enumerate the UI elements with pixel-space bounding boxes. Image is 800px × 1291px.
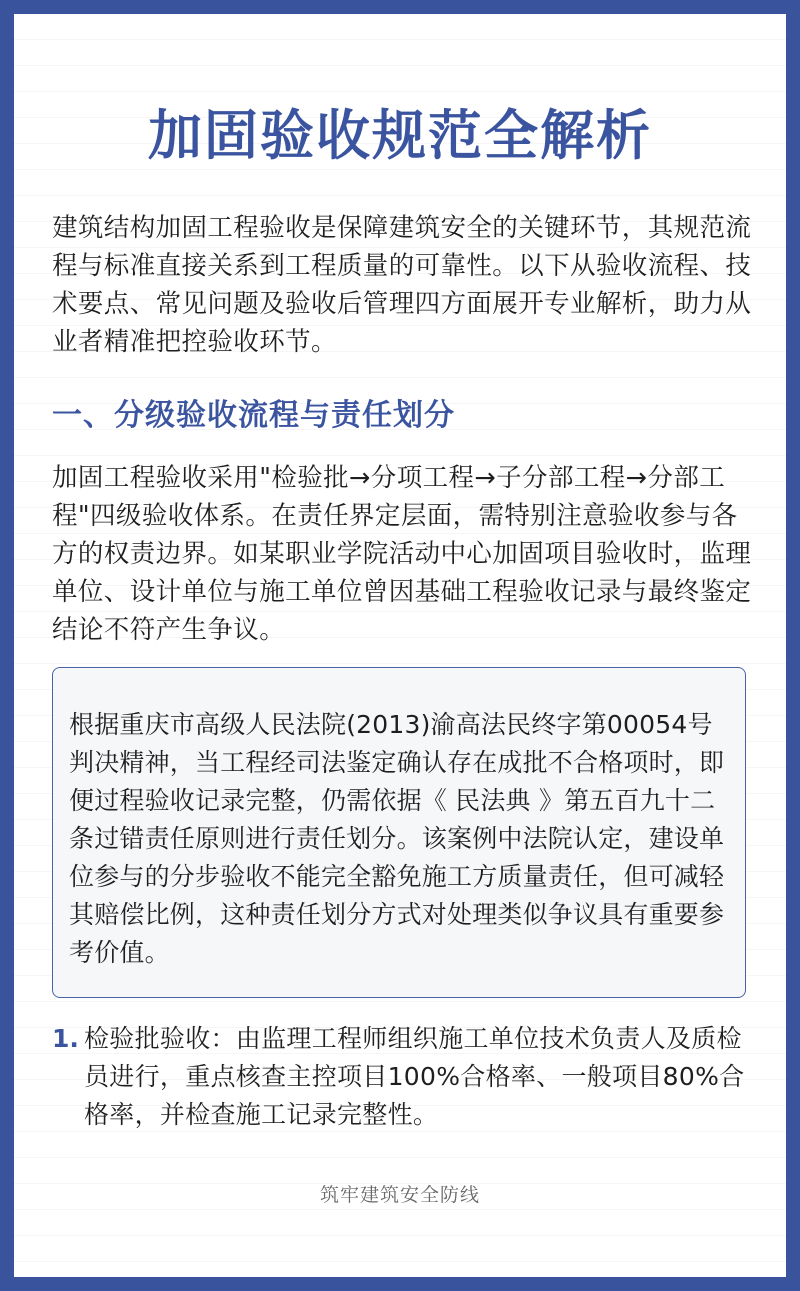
- footer-slogan: 筑牢建筑安全防线: [319, 1184, 480, 1206]
- callout-box: [52, 667, 746, 998]
- section-heading: 一、分级验收流程与责任划分: [52, 398, 455, 433]
- section-paragraph: 加固工程验收采用"检验批→分项工程→子分部工程→分部工程"四级验收体系。在责任界定层面，需特别注意验收参与各方的权责边界。如某职业学院活动中心加固项目验收时，监理单位、设计单位与施工单位曾因基础工程验收记录与最终鉴定结论不符产生争议。: [52, 463, 752, 645]
- list-text: 检验批验收：由监理工程师组织施工单位技术负责人及质检员进行，重点核查主控项目100%合格率、一般项目80%合格率，并检查施工记录完整性。: [84, 1024, 745, 1129]
- page-title: 加固验收规范全解析: [148, 104, 652, 167]
- callout-text: 根据重庆市高级人民法院(2013)渝高法民终字第00054号判决精神，当工程经司法鉴定确认存在成批不合格项时，即便过程验收记录完整，仍需依据《 民法典 》第五百九十二条过错责任原则进行责任划分。该案例中法院认定，建设单位参与的分步验收不能完全豁免施工方质量责任，但可减轻其赔偿比例，这种责任划分方式对处理类似争议具有重要参考价值。: [69, 710, 725, 967]
- intro-paragraph: 建筑结构加固工程验收是保障建筑安全的关键环节，其规范流程与标准直接关系到工程质量的可靠性。以下从验收流程、技术要点、常见问题及验收后管理四方面展开专业解析，助力从业者精准把控验收环节。: [52, 213, 752, 357]
- list-number: 1.: [52, 1024, 79, 1053]
